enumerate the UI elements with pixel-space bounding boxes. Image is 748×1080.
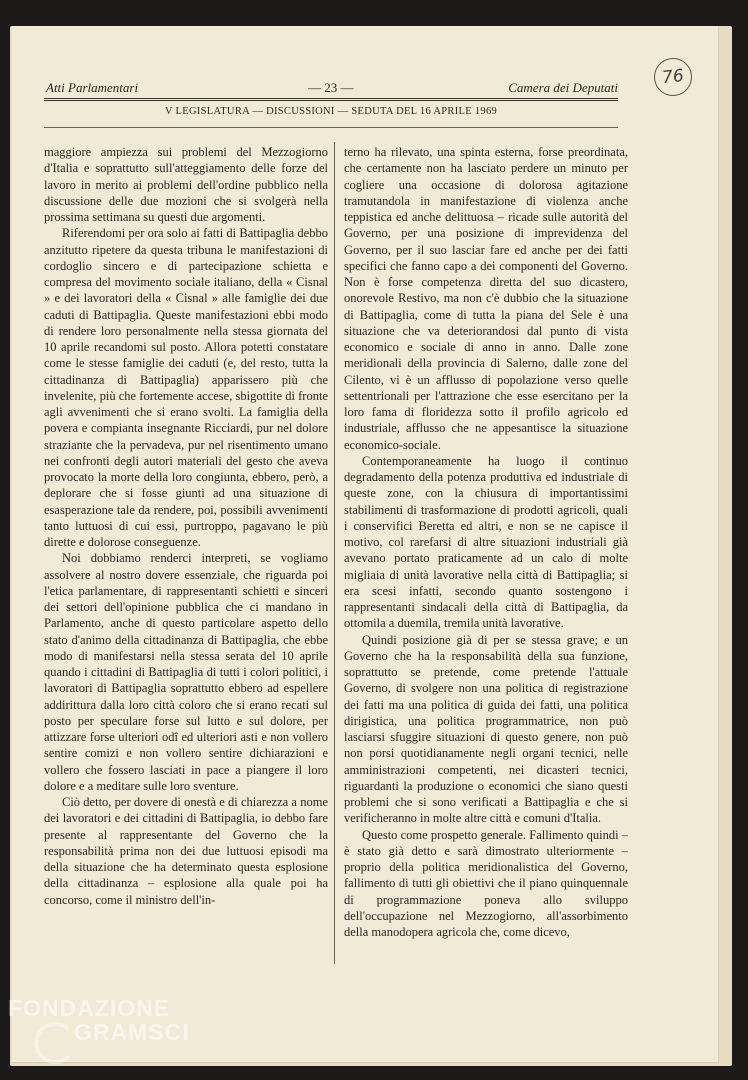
left-text-column: [44, 144, 328, 908]
page-number: — 23 —: [308, 80, 354, 95]
archive-stamp: 76: [652, 56, 694, 98]
header-rule-top: [44, 98, 618, 99]
paragraph: Quindi posizione già di per se stessa grave; e un Governo che ha la responsabilità della sua funzione, soprattutto se pretende, come pretende l'attuale Governo, di svolgere non una politica di registrazione dei fatti ma una politica di guida dei fatti, una politica dirigistica, una politica programmatrice, non può lasciarsi sfuggire situazioni di questo genere, non può non porsi quotidianamente negli organi tecnici, nelle amministrazioni competenti, nei dicasteri tecnici, riguardanti la produzione o economici che siano questi problemi che si sono verificati a Battipaglia e che si verificheranno in molte altre città e comuni d'Italia.: [344, 632, 628, 826]
page-header: [46, 80, 618, 98]
subheader-rule: [44, 127, 618, 128]
watermark-line-1: FONDAZIONE: [8, 995, 171, 1021]
paragraph: Noi dobbiamo renderci interpreti, se vogliamo assolvere al nostro dovere essenziale, che riguarda poi l'etica parlamentare, di rappresentanti schietti e sinceri dei settori dell'opinione pubblica che ci mandano in Parlamento, anche di questo particolare aspetto dello stato d'animo della cittadinanza di Battipaglia, che ebbe modo di manifestarsi nella stessa serata del 10 aprile quando i cittadini di Battipaglia di tutti i colori politici, i lavoratori di Battipaglia soprattutto ebbero ad espellere addirittura dalla loro città coloro che si erano recati sul posto per speculare forse sul lutto e sul dolore, per attizzare forse ulteriori odî ed ulteriori asti e non vollero sentire comizi e non vollero sentire dichiarazioni e vollero che fossero lasciati in pace a piangere il loro dolore e a meditare sulle loro sventure.: [44, 551, 328, 793]
paragraph: Riferendomi per ora solo ai fatti di Battipaglia debbo anzitutto ripetere da questa tribuna le manifestazioni di cordoglio sincero e di partecipazione schietta e compresa del movimento sociale italiano, della « Cisnal » e dei lavoratori della « Cisnal » alle famiglie dei due caduti di Battipaglia. Queste manifestazioni ebbi modo di rendere loro personalmente nella stessa giornata del 10 aprile recandomi sul posto. Allora potetti constatare come le stesse famiglie dei caduti (e, del resto, tutta la cittadinanza di Battipaglia) apparissero più che invelenite, più che fortemente accese, sbigottite di fronte agli avvenimenti che si erano svolti. La famiglia della povera e compianta insegnante Ricciardi, pur nel dolore straziante che la pervadeva, pur nel risentimento umano nei confronti degli autori materiali del gesto che aveva provocato la morte della loro congiunta, ebbero, però, a deplorare che si fosse giunti ad una situazione di esasperazione tale da rendere, poi, possibili avvenimenti tanto luttuosi di cui essi, purtroppo, pagavano le più dirette e dolorose conseguenze.: [44, 226, 328, 549]
paragraph: Ciò detto, per dovere di onestà e di chiarezza a nome dei lavoratori e dei cittadini di Battipaglia, io debbo fare presente al rappresentante del Governo che la responsabilità prima non dei due luttuosi episodi ma della situazione che ha determinato questa esplosione della cittadinanza – esplosione alla quale poi ha concorso, come il ministro dell'in-: [44, 795, 328, 907]
right-text-column: [344, 144, 628, 940]
paragraph: Contemporaneamente ha luogo il continuo degradamento della potenza produttiva ed industriale di queste zone, con la chiusura di importantissimi stabilimenti di trasformazione di prodotti agricoli, quali i conservifici Beretta ed altri, e non se ne capisce il motivo, col rarefarsi di altre situazioni industriali già avevano portato praticamente ad un calo di molte migliaia di unità lavorative nella città di Battipaglia; si era scesi infatti, secondo quanto sostengono i rappresentanti sindacali della città di Battipaglia, da ottomila a duemila, tremila unità lavorative.: [344, 453, 628, 631]
paragraph: maggiore ampiezza sui problemi del Mezzogiorno d'Italia e soprattutto sull'atteggiamento delle forze del lavoro in merito ai problemi dell'ordine pubblico nella discussione delle due mozioni che si svolgerà nella prossima settimana su questi due argomenti.: [44, 145, 328, 224]
paragraph: Questo come prospetto generale. Fallimento quindi – è stato già detto e sarà dimostrato ulteriormente – proprio della politica meridionalistica del Governo, fallimento di tutti gli obiettivi che il piano quinquennale di programmazione poneva allo sviluppo dell'occupazione nel Mezzogiorno, all'assorbimento della manodopera agricola che, come dicevo,: [344, 827, 628, 939]
paragraph: terno ha rilevato, una spinta esterna, forse preordinata, che certamente non ha lasciato perdere un minuto per cogliere una occasione di dolorosa agitazione tramutandola in manifestazione di violenza anche teppistica ed anche delittuosa – ricade sulle autorità del Governo, per una posizione di imprevidenza del Governo, per il suo lasciar fare ed anche per dei fatti specifici che fanno capo a dei componenti del Governo. Non è forse competenza diretta del suo dicastero, onorevole Restivo, ma non c'è dubbio che la situazione di Battipaglia, come di tutta la piana del Sele è una situazione che va deteriorandosi dal punto di vista economico e sociale di anno in anno. Dalle zone meridionali della provincia di Salerno, dalle zone del Cilento, vi è un afflusso di popolazione verso quelle settentrionali per l'attrazione che esse esercitano per la loro fama di floridezza sotto il profilo agricolo ed industriale, afflusso che ne appesantisce la situazione economico-sociale.: [344, 145, 628, 452]
header-rule-bottom: [44, 100, 618, 101]
header-publication: Atti Parlamentari: [46, 80, 139, 95]
column-divider: [334, 142, 335, 964]
header-chamber: Camera dei Deputati: [508, 80, 618, 95]
watermark-line-2: GRAMSCI: [74, 1019, 190, 1045]
session-subheader: V LEGISLATURA — DISCUSSIONI — SEDUTA DEL 16 APRILE 1969: [164, 106, 498, 117]
watermark-logo-icon: [34, 1022, 76, 1064]
